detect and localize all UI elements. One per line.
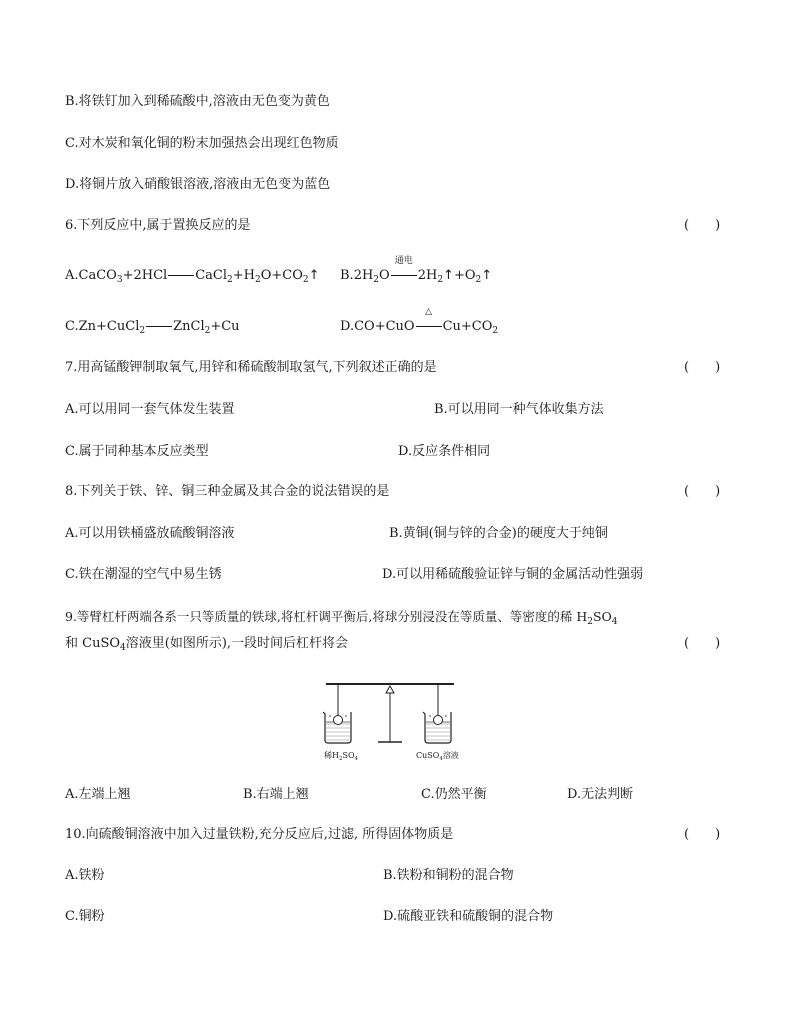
q10-option-d: D.硫酸亚铁和硫酸铜的混合物 bbox=[383, 909, 554, 924]
q5-option-b: B.将铁钉加入到稀硫酸中,溶液由无色变为黄色 bbox=[65, 94, 330, 109]
left-beaker-label: 稀$H_2SO_4$ bbox=[324, 751, 359, 762]
q7-option-b: B.可以用同一种气体收集方法 bbox=[434, 402, 604, 417]
q10-option-a: A.铁粉 bbox=[65, 868, 105, 883]
q7-option-c: C.属于同种基本反应类型 bbox=[65, 444, 209, 459]
condition-electrolysis: 通电 bbox=[394, 256, 413, 266]
q8-stem: 8.下列关于铁、锌、铜三种金属及其合金的说法错误的是 bbox=[65, 484, 390, 499]
q7-answer-paren: ( ) bbox=[684, 360, 721, 375]
q6-option-b: $B.2H_2O$ 通电 $2H_2↑+O_2↑$ bbox=[340, 256, 493, 285]
q10-answer-paren: ( ) bbox=[684, 827, 721, 842]
q5-option-c: C.对木炭和氧化铜的粉末加强热会出现红色物质 bbox=[65, 136, 339, 151]
q6-option-a: A.CaCO$_3$+2HCl $CaCl_2+H_2O+CO_2↑$ bbox=[65, 268, 320, 285]
q10-option-b: B.铁粉和铜粉的混合物 bbox=[383, 868, 514, 883]
q6-option-d: D.CO+CuO △ $Cu+CO_2$ bbox=[340, 307, 499, 336]
q8-option-c: C.铁在潮湿的空气中易生锈 bbox=[65, 567, 222, 582]
q8-option-d: D.可以用稀硫酸验证锌与铜的金属活动性强弱 bbox=[382, 567, 644, 582]
q10-option-c: C.铜粉 bbox=[65, 909, 105, 924]
q6-answer-paren: ( ) bbox=[684, 218, 721, 233]
q9-answer-paren: ( ) bbox=[684, 636, 721, 651]
q8-option-a: A.可以用铁桶盛放硫酸铜溶液 bbox=[65, 526, 235, 541]
heat-triangle-icon: △ bbox=[425, 307, 433, 317]
q9-stem-line2: 和 CuSO$_4$溶液里(如图所示),一段时间后杠杆将会 bbox=[65, 636, 349, 653]
q7-option-a: A.可以用同一套气体发生装置 bbox=[65, 402, 235, 417]
q9-stem-line1: 9.等臂杠杆两端各系一只等质量的铁球,将杠杆调平衡后,将球分别浸没在等质量、等密度的稀 $H_2SO_4$ bbox=[65, 609, 618, 627]
lever-figure bbox=[316, 676, 460, 766]
q8-option-b: B.黄铜(铜与锌的合金)的硬度大于纯铜 bbox=[389, 526, 608, 541]
right-beaker-label: CuSO$_4$溶液 bbox=[416, 751, 459, 762]
q9-option-b: B.右端上翘 bbox=[243, 787, 309, 802]
q6-option-c: C.Zn+CuCl$_2$ ZnCl$_2$+Cu bbox=[65, 319, 240, 336]
q9-option-d: D.无法判断 bbox=[567, 787, 634, 802]
right-beaker bbox=[423, 712, 451, 743]
q7-option-d: D.反应条件相同 bbox=[398, 444, 491, 459]
q9-option-a: A.左端上翘 bbox=[65, 787, 131, 802]
q8-answer-paren: ( ) bbox=[684, 484, 721, 499]
q6-stem: 6.下列反应中,属于置换反应的是 bbox=[65, 218, 251, 233]
q10-stem: 10.向硫酸铜溶液中加入过量铁粉,充分反应后,过滤, 所得固体物质是 bbox=[65, 827, 454, 842]
q7-stem: 7.用高锰酸钾制取氧气,用锌和稀硫酸制取氢气,下列叙述正确的是 bbox=[65, 360, 437, 375]
q9-option-c: C.仍然平衡 bbox=[421, 787, 487, 802]
gas-arrow-icon: ↑ bbox=[308, 268, 320, 283]
q5-option-d: D.将铜片放入硝酸银溶液,溶液由无色变为蓝色 bbox=[65, 177, 331, 192]
left-beaker bbox=[323, 712, 351, 743]
